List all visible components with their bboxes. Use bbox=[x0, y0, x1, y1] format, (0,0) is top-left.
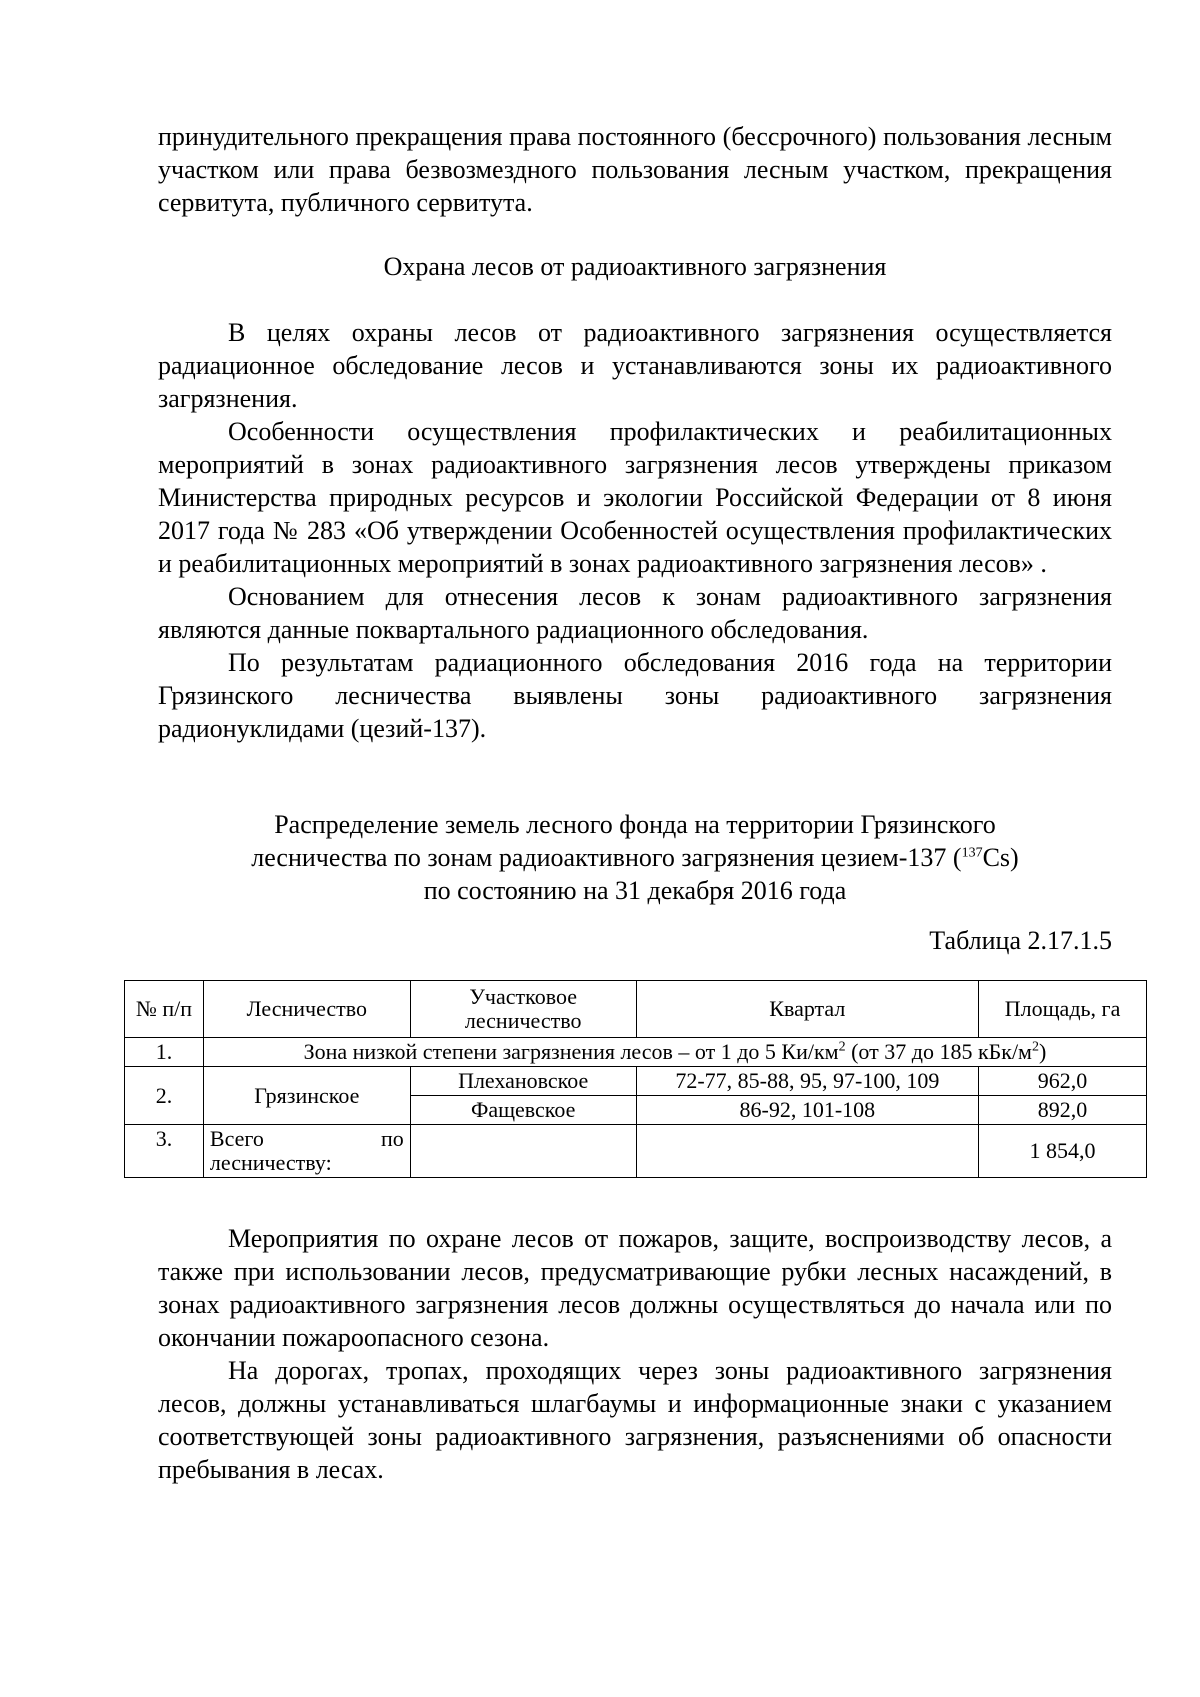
header-area: Площадь, га bbox=[979, 981, 1147, 1038]
data-table bbox=[124, 980, 1147, 1178]
cell-empty bbox=[636, 1125, 979, 1178]
cell-total-area: 1 854,0 bbox=[979, 1125, 1147, 1178]
table-title-line2 bbox=[158, 841, 1112, 874]
top-paragraph-block bbox=[158, 120, 1112, 219]
paragraph: Основанием для отнесения лесов к зонам радиоактивного загрязнения являются данные поквартального радиационного обследования. bbox=[158, 582, 1112, 644]
zone-text-b: (от 37 до 185 кБк/м bbox=[845, 1039, 1032, 1064]
table-title-line2-end: Cs) bbox=[982, 843, 1019, 872]
cell-total-label: Всего по лесничеству: bbox=[203, 1125, 410, 1178]
cell-quarter: 86-92, 101-108 bbox=[636, 1096, 979, 1125]
paragraphs-block-2 bbox=[158, 1222, 1112, 1486]
zone-sup-a: 2 bbox=[838, 1039, 846, 1055]
cell-area: 962,0 bbox=[979, 1067, 1147, 1096]
table-title bbox=[158, 808, 1112, 907]
paragraph: Особенности осуществления профилактических и реабилитационных мероприятий в зонах радиоактивного загрязнения лесов утверждены приказом Министерства природных ресурсов и экологии Российской Федерации от 8 июня 2017 года № 283 «Об утверждении Особенностей осуществления профилактических и реабилитационных мероприятий в зонах радиоактивного загрязнения лесов» . bbox=[158, 417, 1112, 578]
header-forestry: Лесничество bbox=[203, 981, 410, 1038]
cell-area: 892,0 bbox=[979, 1096, 1147, 1125]
table-row bbox=[125, 1067, 1147, 1096]
header-quarter: Квартал bbox=[636, 981, 979, 1038]
section-heading: Охрана лесов от радиоактивного загрязнения bbox=[383, 252, 887, 281]
zone-text-c: ) bbox=[1038, 1039, 1047, 1064]
cell-district: Фащевское bbox=[410, 1096, 636, 1125]
paragraph: На дорогах, тропах, проходящих через зоны радиоактивного загрязнения лесов, должны устанавливаться шлагбаумы и информационные знаки с указанием соответствующей зоны радиоактивного загрязнения, разъяснениями об опасности пребывания в лесах. bbox=[158, 1356, 1112, 1484]
table-row bbox=[125, 1125, 1147, 1178]
table-title-superscript: 137 bbox=[961, 845, 983, 861]
table-label: Таблица 2.17.1.5 bbox=[929, 926, 1112, 955]
zone-description-cell bbox=[203, 1038, 1146, 1067]
paragraph: Мероприятия по охране лесов от пожаров, защите, воспроизводству лесов, а также при использовании лесов, предусматривающие рубки лесных насаждений, в зонах радиоактивного загрязнения лесов должны осуществляться до начала или по окончании пожароопасного сезона. bbox=[158, 1224, 1112, 1352]
paragraph: По результатам радиационного обследования 2016 года на территории Грязинского лесничества выявлены зоны радиоактивного загрязнения радионуклидами (цезий-137). bbox=[158, 648, 1112, 743]
table-title-line3: по состоянию на 31 декабря 2016 года bbox=[423, 876, 847, 905]
zone-text-a: Зона низкой степени загрязнения лесов – от 1 до 5 Ки/км bbox=[303, 1039, 839, 1064]
top-paragraph: принудительного прекращения права постоянного (бессрочного) пользования лесным участком или права безвозмездного пользования лесным участком, прекращения сервитута, публичного сервитута. bbox=[158, 122, 1112, 217]
table-row bbox=[125, 1038, 1147, 1067]
cell-empty bbox=[410, 1125, 636, 1178]
cell-forestry: Грязинское bbox=[203, 1067, 410, 1125]
table-header-row bbox=[125, 981, 1147, 1038]
cell-num: 3. bbox=[125, 1125, 204, 1178]
cell-quarter: 72-77, 85-88, 95, 97-100, 109 bbox=[636, 1067, 979, 1096]
paragraph: В целях охраны лесов от радиоактивного загрязнения осуществляется радиационное обследование лесов и устанавливаются зоны их радиоактивного загрязнения. bbox=[158, 318, 1112, 413]
header-num: № п/п bbox=[125, 981, 204, 1038]
paragraphs-block-1 bbox=[158, 316, 1112, 745]
cell-district: Плехановское bbox=[410, 1067, 636, 1096]
cell-num: 1. bbox=[125, 1038, 204, 1067]
table-title-line2-main: лесничества по зонам радиоактивного загрязнения цезием-137 ( bbox=[251, 843, 962, 872]
cell-num: 2. bbox=[125, 1067, 204, 1125]
table-title-line1: Распределение земель лесного фонда на территории Грязинского bbox=[274, 810, 996, 839]
zone-sup-b: 2 bbox=[1031, 1039, 1039, 1055]
header-district: Участковое лесничество bbox=[410, 981, 636, 1038]
